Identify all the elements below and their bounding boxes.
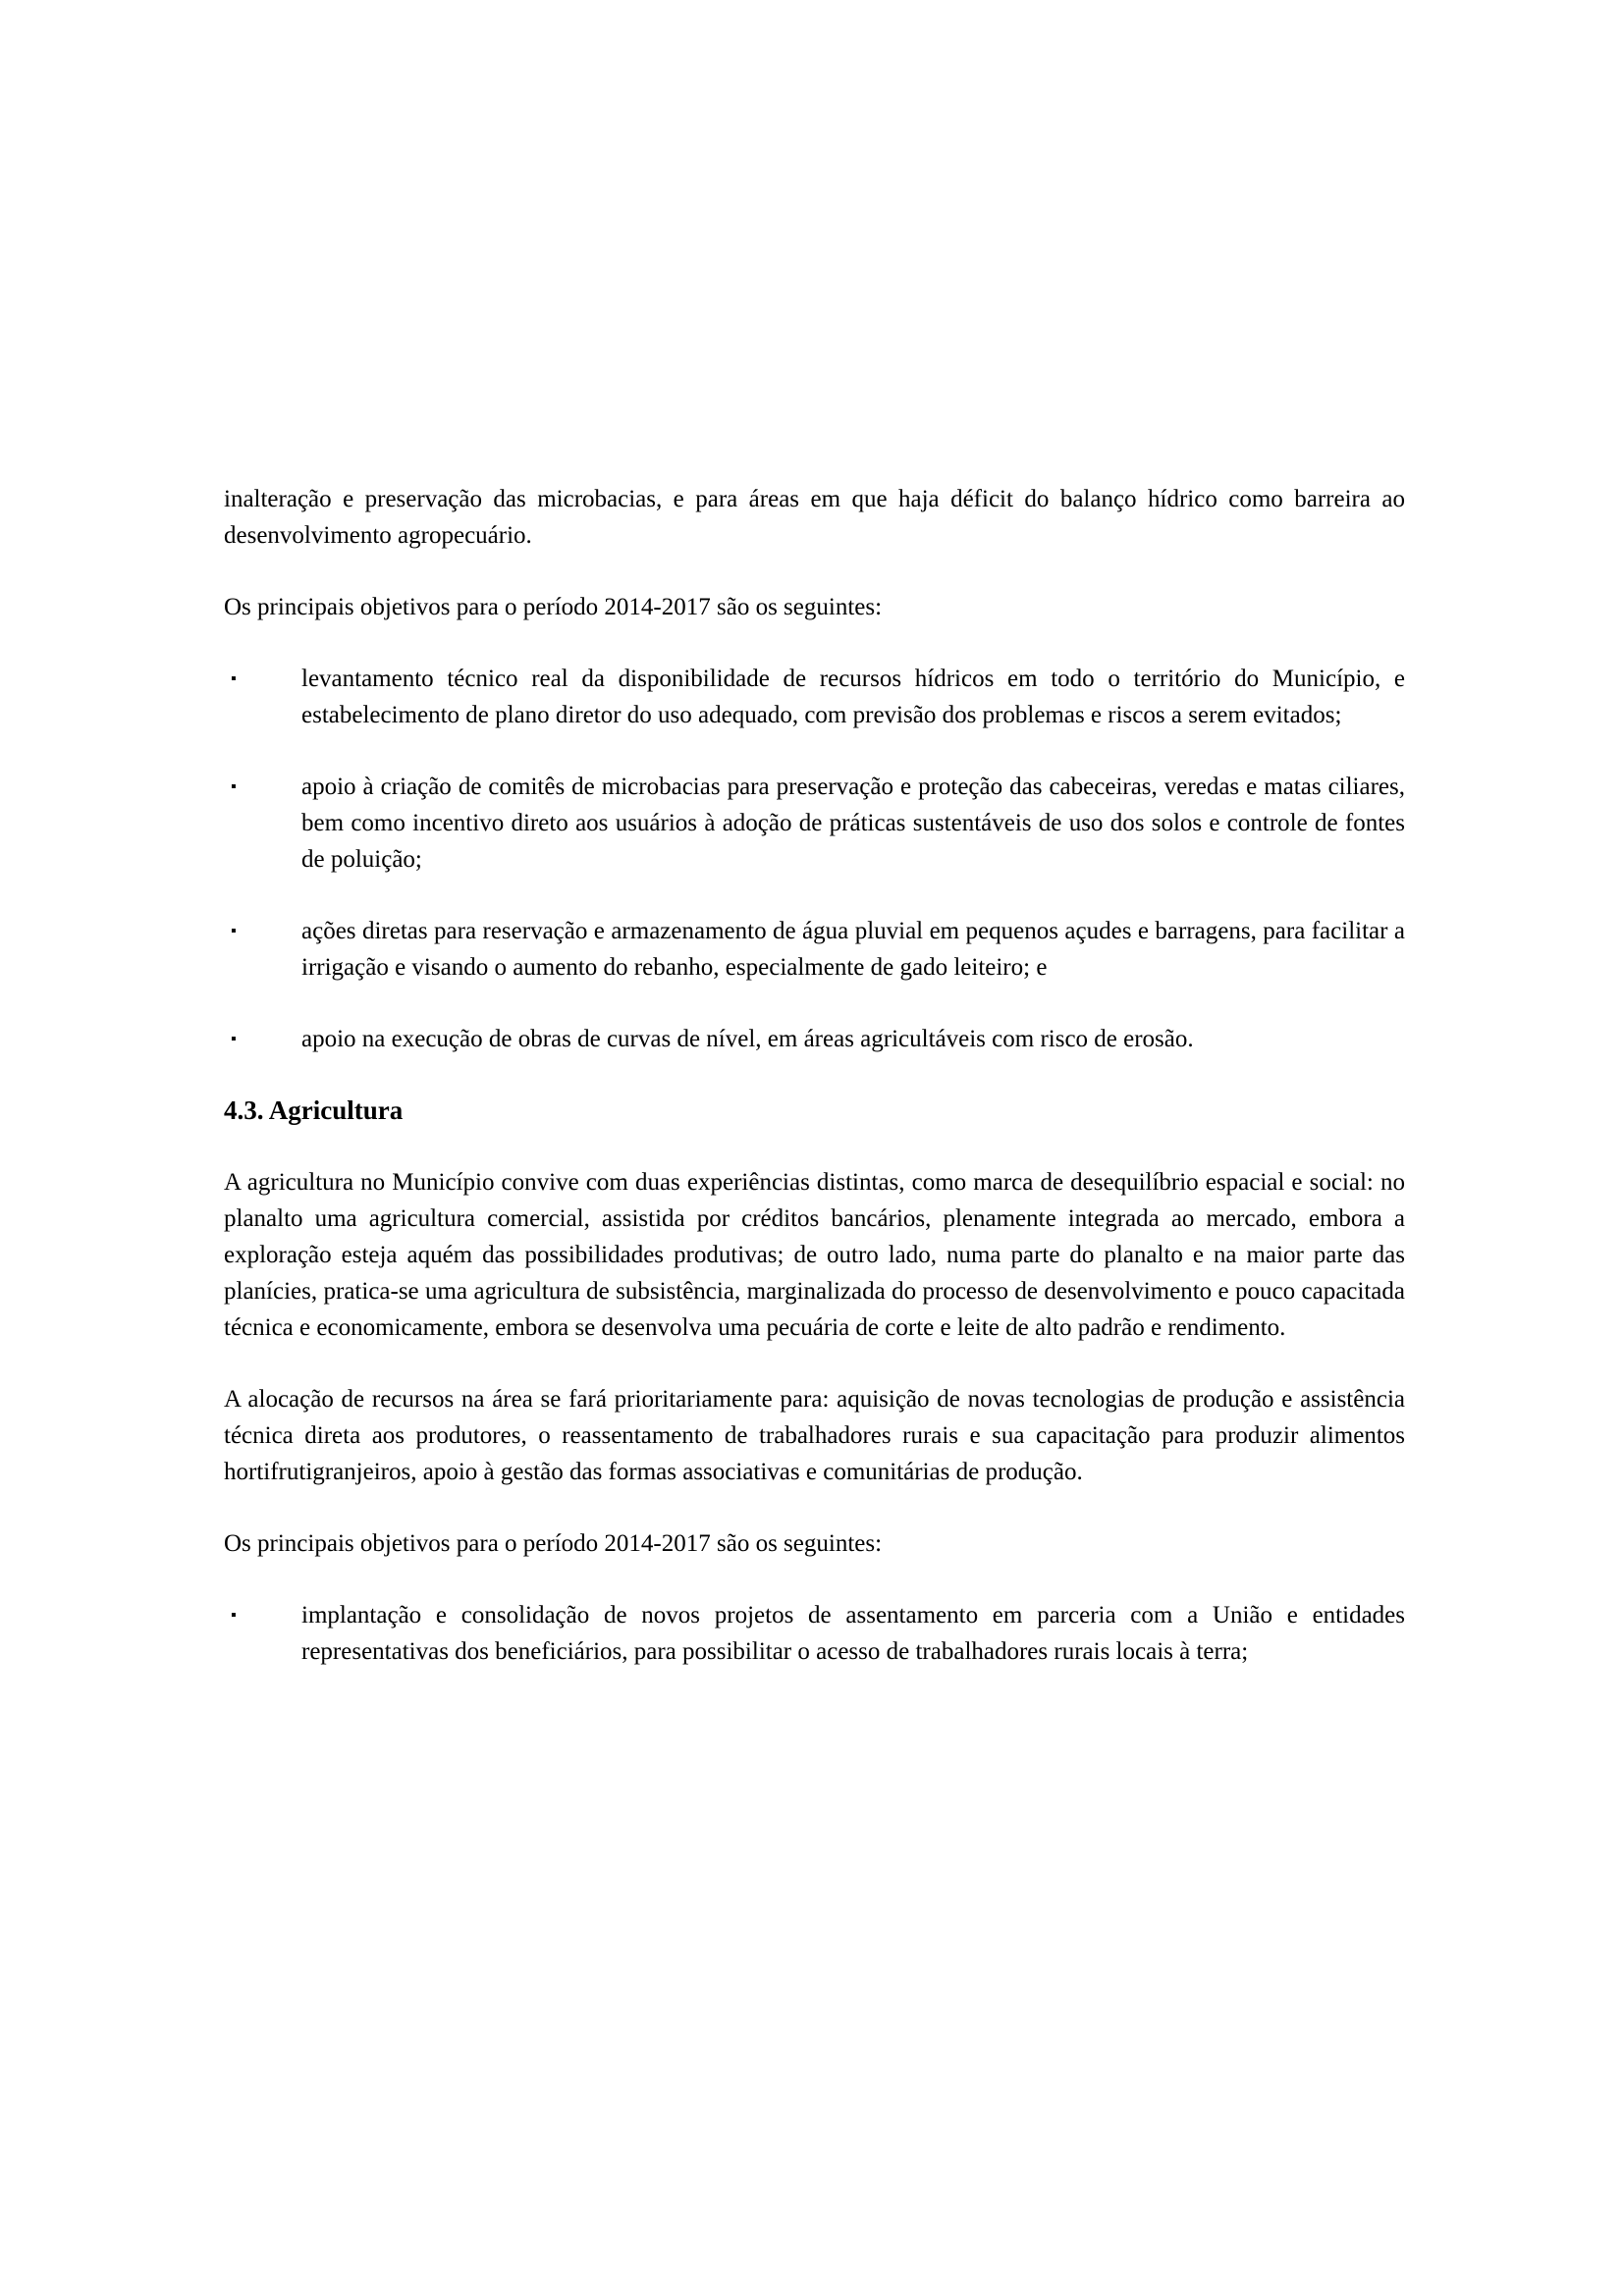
bullet-square-icon: ▪	[231, 923, 237, 939]
objectives-lead-2: Os principais objetivos para o período 2014-2017 são os seguintes:	[224, 1530, 883, 1557]
paragraph-agriculture-2: A alocação de recursos na área se fará prioritariamente para: aquisição de novas tecnologias de produção e assistência técnica direta aos produtores, o reassentamento de trabalhadores rurais e sua capacitação para produzir alimentos hortifrutigranjeiros, apoio à gestão das formas associativas e comunitárias de produção.	[224, 1386, 1405, 1485]
bullet-square-icon: ▪	[231, 1031, 237, 1047]
list-item-text: ações diretas para reservação e armazenamento de água pluvial em pequenos açudes e barragens, para facilitar a irrigação e visando o aumento do rebanho, especialmente de gado leiteiro; e	[301, 918, 1405, 981]
objectives-list-2	[224, 1597, 1405, 1670]
bullet-square-icon: ▪	[231, 778, 237, 795]
bullet-square-icon: ▪	[231, 1607, 237, 1624]
list-item	[224, 1021, 1405, 1057]
objectives-list-1	[224, 661, 1405, 1057]
objectives-lead-1: Os principais objetivos para o período 2014-2017 são os seguintes:	[224, 594, 883, 620]
list-item-text: levantamento técnico real da disponibilidade de recursos hídricos em todo o território do Município, e estabelecimento de plano diretor do uso adequado, com previsão dos problemas e riscos a serem evitados;	[301, 666, 1405, 728]
paragraph-agriculture-1: A agricultura no Município convive com duas experiências distintas, como marca de desequilíbrio espacial e social: no planalto uma agricultura comercial, assistida por créditos bancários, plenamente integrada ao mercado, embora a exploração esteja aquém das possibilidades produtivas; de outro lado, numa parte do planalto e na maior parte das planícies, pratica-se uma agricultura de subsistência, marginalizada do processo de desenvolvimento e pouco capacitada técnica e economicamente, embora se desenvolva uma pecuária de corte e leite de alto padrão e rendimento.	[224, 1169, 1405, 1341]
list-item-text: apoio na execução de obras de curvas de nível, em áreas agricultáveis com risco de erosão.	[301, 1026, 1194, 1052]
list-item	[224, 661, 1405, 733]
bullet-square-icon: ▪	[231, 670, 237, 687]
list-item	[224, 913, 1405, 986]
section-heading-agricultura: 4.3. Agricultura	[224, 1095, 404, 1125]
list-item	[224, 1597, 1405, 1670]
list-item-text: implantação e consolidação de novos projetos de assentamento em parceria com a União e entidades representativas dos beneficiários, para possibilitar o acesso de trabalhadores rurais locais à terra;	[301, 1602, 1405, 1665]
paragraph-intro: inalteração e preservação das microbacias, e para áreas em que haja déficit do balanço hídrico como barreira ao desenvolvimento agropecuário.	[224, 486, 1405, 549]
list-item-text: apoio à criação de comitês de microbacias para preservação e proteção das cabeceiras, veredas e matas ciliares, bem como incentivo direto aos usuários à adoção de práticas sustentáveis de uso dos solos e controle de fontes de poluição;	[301, 774, 1405, 873]
list-item	[224, 769, 1405, 878]
